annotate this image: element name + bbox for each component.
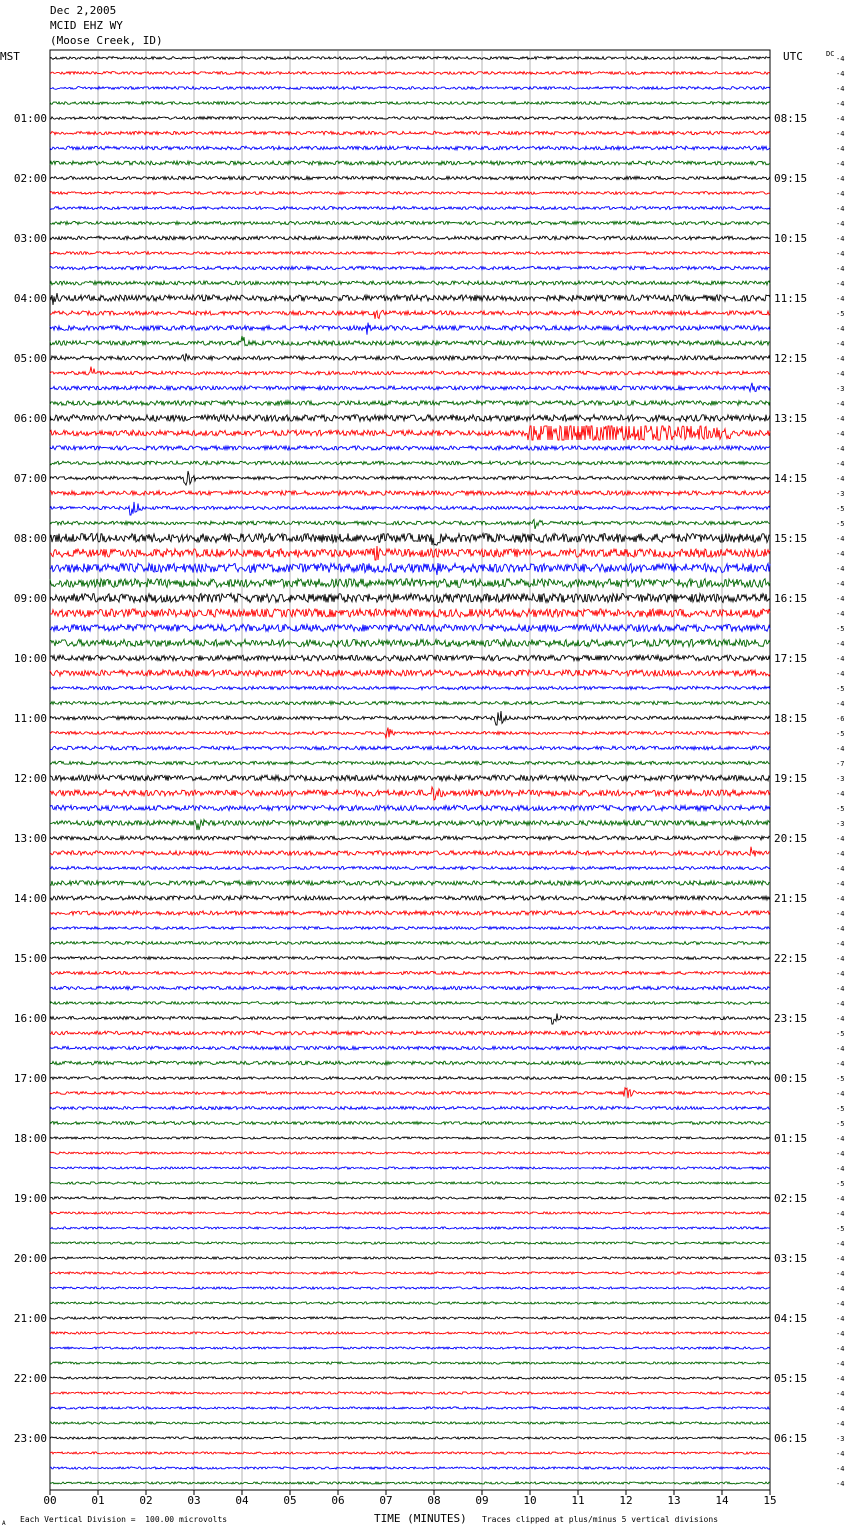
seismic-trace <box>50 471 770 485</box>
x-tick-label: 10 <box>523 1494 537 1507</box>
seismic-trace <box>50 1407 770 1409</box>
seismic-trace <box>50 820 770 830</box>
left-hour-label: 17:00 <box>13 1072 47 1085</box>
dc-offset-label: -4 <box>836 1045 845 1053</box>
left-hour-label: 01:00 <box>13 112 47 125</box>
dc-offset-label: -4 <box>836 1345 845 1353</box>
right-timezone-label: UTC <box>783 50 803 63</box>
seismic-trace <box>50 1227 770 1229</box>
dc-offset-label: -4 <box>836 55 845 63</box>
right-hour-label: 23:15 <box>774 1012 808 1025</box>
left-hour-label: 16:00 <box>13 1012 47 1025</box>
seismic-trace <box>50 728 770 739</box>
dc-offset-label: -4 <box>836 610 845 618</box>
seismic-trace <box>50 546 770 560</box>
dc-offset-label: -5 <box>836 685 845 693</box>
dc-offset-label: -4 <box>836 655 845 663</box>
dc-offset-label: -5 <box>836 1075 845 1083</box>
left-hour-label: 14:00 <box>13 892 47 905</box>
division-note: Each Vertical Division = 100.00 microvolts <box>20 1515 228 1524</box>
dc-offset-label: -5 <box>836 1180 845 1188</box>
right-hour-label: 16:15 <box>774 592 808 605</box>
dc-offset-label: -4 <box>836 250 845 258</box>
dc-offset-label: -4 <box>836 1255 845 1263</box>
seismic-trace <box>50 624 770 631</box>
seismic-trace <box>50 502 770 515</box>
seismic-trace <box>50 1152 770 1154</box>
right-hour-label: 08:15 <box>774 112 808 125</box>
dc-offset-label: -4 <box>836 850 845 858</box>
seismic-trace <box>50 1347 770 1349</box>
seismic-trace <box>50 701 770 704</box>
seismic-trace <box>50 1302 770 1304</box>
dc-offset-label: -4 <box>836 400 845 408</box>
seismic-trace <box>50 192 770 195</box>
seismic-trace <box>50 519 770 529</box>
dc-offset-label: -4 <box>836 1450 845 1458</box>
dc-offset-label: -5 <box>836 1225 845 1233</box>
dc-offset-label: -4 <box>836 925 845 933</box>
right-hour-label: 12:15 <box>774 352 808 365</box>
dc-offset-label: -5 <box>836 730 845 738</box>
seismic-trace <box>50 836 770 840</box>
dc-offset-label: -4 <box>836 415 845 423</box>
dc-offset-label: -4 <box>836 1150 845 1158</box>
seismic-trace <box>50 353 770 361</box>
dc-offset-label: -4 <box>836 1015 845 1023</box>
seismic-trace <box>50 87 770 90</box>
seismic-trace <box>50 927 770 930</box>
right-hour-label: 03:15 <box>774 1252 808 1265</box>
left-hour-label: 22:00 <box>13 1372 47 1385</box>
seismic-trace <box>50 579 770 588</box>
dc-offset-label: -4 <box>836 1135 845 1143</box>
dc-offset-label: -3 <box>836 490 845 498</box>
dc-offset-label: -4 <box>836 1060 845 1068</box>
seismic-trace <box>50 1014 770 1025</box>
dc-offset-label: -4 <box>836 865 845 873</box>
right-hour-label: 21:15 <box>774 892 808 905</box>
dc-offset-label: -4 <box>836 745 845 753</box>
seismic-trace <box>50 1362 770 1364</box>
seismic-trace <box>50 266 770 269</box>
seismic-trace <box>50 176 770 179</box>
dc-offset-label: -4 <box>836 475 845 483</box>
seismic-trace <box>50 1212 770 1214</box>
dc-offset-label: -4 <box>836 355 845 363</box>
dc-offset-label: -4 <box>836 955 845 963</box>
right-hour-label: 01:15 <box>774 1132 808 1145</box>
seismic-trace <box>50 775 770 781</box>
seismic-trace <box>50 461 770 465</box>
x-tick-label: 15 <box>763 1494 777 1507</box>
dc-offset-label: -4 <box>836 835 845 843</box>
seismic-trace <box>50 383 770 392</box>
seismic-trace <box>50 686 770 689</box>
dc-offset-label: -4 <box>836 430 845 438</box>
dc-offset-label: -4 <box>836 910 845 918</box>
seismic-trace <box>50 310 770 319</box>
dc-offset-label: -4 <box>836 1330 845 1338</box>
seismic-trace <box>50 534 770 546</box>
dc-offset-label: -4 <box>836 220 845 228</box>
seismic-trace <box>50 401 770 406</box>
seismic-trace <box>50 1437 770 1439</box>
dc-offset-label: -5 <box>836 805 845 813</box>
seismic-trace <box>50 207 770 210</box>
seismic-trace <box>50 609 770 617</box>
seismic-trace <box>50 426 770 440</box>
dc-offset-label: -4 <box>836 580 845 588</box>
seismic-trace <box>50 72 770 75</box>
seismic-trace <box>50 415 770 422</box>
right-hour-label: 04:15 <box>774 1312 808 1325</box>
seismic-trace <box>50 957 770 960</box>
seismic-trace <box>50 1272 770 1274</box>
x-tick-label: 05 <box>283 1494 297 1507</box>
left-hour-label: 23:00 <box>13 1432 47 1445</box>
dc-offset-label: -4 <box>836 1090 845 1098</box>
left-hour-label: 11:00 <box>13 712 47 725</box>
dc-offset-label: -4 <box>836 460 845 468</box>
dc-offset-label: -4 <box>836 1285 845 1293</box>
x-tick-label: 00 <box>43 1494 57 1507</box>
right-hour-label: 22:15 <box>774 952 808 965</box>
dc-offset-label: -4 <box>836 85 845 93</box>
seismic-trace <box>50 1422 770 1424</box>
seismic-trace <box>50 1167 770 1169</box>
left-hour-label: 02:00 <box>13 172 47 185</box>
right-hour-label: 10:15 <box>774 232 808 245</box>
seismic-trace <box>50 1242 770 1244</box>
seismic-trace <box>50 1122 770 1125</box>
seismic-trace <box>50 491 770 495</box>
x-tick-label: 04 <box>235 1494 249 1507</box>
seismic-trace <box>50 972 770 975</box>
dc-offset-label: -5 <box>836 1120 845 1128</box>
dc-offset-label: -4 <box>836 190 845 198</box>
seismic-trace <box>50 1392 770 1394</box>
dc-label: DC <box>826 50 835 58</box>
seismic-trace <box>50 236 770 240</box>
dc-offset-label: -3 <box>836 775 845 783</box>
seismic-trace <box>50 446 770 450</box>
seismic-trace <box>50 293 770 305</box>
dc-offset-label: -4 <box>836 1390 845 1398</box>
seismic-trace <box>50 670 770 676</box>
dc-offset-label: -4 <box>836 535 845 543</box>
seismic-trace <box>50 336 770 346</box>
dc-offset-label: -4 <box>836 1300 845 1308</box>
seismic-trace <box>50 1077 770 1080</box>
dc-offset-label: -7 <box>836 760 845 768</box>
seismic-trace <box>50 117 770 120</box>
left-hour-label: 12:00 <box>13 772 47 785</box>
dc-offset-label: -5 <box>836 1030 845 1038</box>
seismic-trace <box>50 594 770 603</box>
dc-offset-label: -4 <box>836 370 845 378</box>
dc-offset-label: -4 <box>836 1375 845 1383</box>
seismic-trace <box>50 787 770 800</box>
seismic-trace <box>50 896 770 900</box>
x-tick-label: 06 <box>331 1494 345 1507</box>
left-hour-label: 08:00 <box>13 532 47 545</box>
dc-offset-label: -4 <box>836 985 845 993</box>
dc-offset-label: -4 <box>836 70 845 78</box>
right-hour-label: 19:15 <box>774 772 808 785</box>
left-hour-label: 03:00 <box>13 232 47 245</box>
left-hour-label: 15:00 <box>13 952 47 965</box>
clip-note: Traces clipped at plus/minus 5 vertical divisions <box>482 1515 719 1524</box>
dc-offset-label: -4 <box>836 205 845 213</box>
dc-offset-label: -4 <box>836 670 845 678</box>
left-hour-label: 21:00 <box>13 1312 47 1325</box>
dc-offset-label: -4 <box>836 1480 845 1488</box>
seismic-trace <box>50 639 770 646</box>
dc-offset-label: -4 <box>836 280 845 288</box>
left-hour-label: 09:00 <box>13 592 47 605</box>
header-station: MCID EHZ WY <box>50 19 123 32</box>
dc-offset-label: -4 <box>836 100 845 108</box>
right-hour-label: 14:15 <box>774 472 808 485</box>
seismic-trace <box>50 367 770 375</box>
seismic-trace <box>50 847 770 857</box>
dc-offset-label: -4 <box>836 160 845 168</box>
seismic-trace <box>50 281 770 285</box>
dc-offset-label: -4 <box>836 1270 845 1278</box>
dc-offset-label: -4 <box>836 145 845 153</box>
seismic-trace <box>50 746 770 750</box>
dc-offset-label: -5 <box>836 1105 845 1113</box>
x-tick-label: 14 <box>715 1494 729 1507</box>
right-hour-label: 02:15 <box>774 1192 808 1205</box>
seismic-trace <box>50 1257 770 1259</box>
dc-offset-label: -4 <box>836 970 845 978</box>
seismic-trace <box>50 1317 770 1319</box>
seismic-trace <box>50 1467 770 1469</box>
dc-offset-label: -4 <box>836 880 845 888</box>
dc-offset-label: -4 <box>836 1420 845 1428</box>
seismic-trace <box>50 102 770 105</box>
dc-offset-label: -4 <box>836 1195 845 1203</box>
left-hour-label: 04:00 <box>13 292 47 305</box>
dc-offset-label: -4 <box>836 325 845 333</box>
dc-offset-label: -4 <box>836 1000 845 1008</box>
x-tick-label: 01 <box>91 1494 105 1507</box>
seismic-trace <box>50 986 770 989</box>
x-tick-label: 11 <box>571 1494 585 1507</box>
dc-offset-label: -4 <box>836 1360 845 1368</box>
x-tick-label: 12 <box>619 1494 633 1507</box>
x-tick-label: 09 <box>475 1494 489 1507</box>
seismic-trace <box>50 1332 770 1334</box>
seismic-trace <box>50 1088 770 1098</box>
seismic-trace <box>50 1452 770 1454</box>
seismic-trace <box>50 911 770 915</box>
right-hour-label: 11:15 <box>774 292 808 305</box>
right-hour-label: 20:15 <box>774 832 808 845</box>
dc-offset-label: -4 <box>836 445 845 453</box>
seismic-trace <box>50 221 770 224</box>
seismic-trace <box>50 323 770 335</box>
dc-offset-label: -4 <box>836 640 845 648</box>
seismic-trace <box>50 1197 770 1199</box>
dc-offset-label: -4 <box>836 1240 845 1248</box>
right-hour-label: 06:15 <box>774 1432 808 1445</box>
corner-mark: A <box>2 1520 6 1527</box>
seismic-trace <box>50 252 770 255</box>
seismic-trace <box>50 146 770 150</box>
x-axis-title: TIME (MINUTES) <box>374 1512 467 1525</box>
seismic-trace <box>50 1061 770 1065</box>
dc-offset-label: -5 <box>836 520 845 528</box>
right-hour-label: 15:15 <box>774 532 808 545</box>
seismic-trace <box>50 1482 770 1484</box>
dc-offset-label: -4 <box>836 1165 845 1173</box>
dc-offset-label: -4 <box>836 340 845 348</box>
header-date: Dec 2,2005 <box>50 4 117 17</box>
dc-offset-label: -4 <box>836 1465 845 1473</box>
left-hour-label: 20:00 <box>13 1252 47 1265</box>
seismic-trace <box>50 1002 770 1005</box>
x-tick-label: 03 <box>187 1494 201 1507</box>
dc-offset-label: -4 <box>836 175 845 183</box>
dc-offset-label: -4 <box>836 895 845 903</box>
seismic-trace <box>50 655 770 661</box>
dc-offset-label: -5 <box>836 310 845 318</box>
seismic-trace <box>50 1107 770 1110</box>
dc-offset-label: -4 <box>836 235 845 243</box>
right-hour-label: 05:15 <box>774 1372 808 1385</box>
x-tick-label: 13 <box>667 1494 681 1507</box>
dc-offset-label: -4 <box>836 790 845 798</box>
seismic-trace <box>50 1137 770 1139</box>
dc-offset-label: -4 <box>836 595 845 603</box>
seismic-trace <box>50 1377 770 1379</box>
dc-offset-label: -3 <box>836 385 845 393</box>
seismic-trace <box>50 57 770 60</box>
right-hour-label: 13:15 <box>774 412 808 425</box>
right-hour-label: 00:15 <box>774 1072 808 1085</box>
dc-offset-label: -4 <box>836 115 845 123</box>
left-hour-label: 19:00 <box>13 1192 47 1205</box>
left-hour-label: 07:00 <box>13 472 47 485</box>
dc-offset-label: -4 <box>836 550 845 558</box>
dc-offset-label: -4 <box>836 265 845 273</box>
seismic-trace <box>50 1031 770 1035</box>
seismic-trace <box>50 942 770 945</box>
left-hour-label: 05:00 <box>13 352 47 365</box>
dc-offset-label: -4 <box>836 1210 845 1218</box>
seismic-trace <box>50 131 770 134</box>
left-hour-label: 18:00 <box>13 1132 47 1145</box>
dc-offset-label: -5 <box>836 505 845 513</box>
seismic-trace <box>50 563 770 575</box>
seismic-trace <box>50 805 770 810</box>
right-hour-label: 17:15 <box>774 652 808 665</box>
dc-offset-label: -4 <box>836 565 845 573</box>
x-tick-label: 07 <box>379 1494 393 1507</box>
x-tick-label: 08 <box>427 1494 441 1507</box>
left-hour-label: 06:00 <box>13 412 47 425</box>
dc-offset-label: -4 <box>836 1405 845 1413</box>
seismic-trace <box>50 1046 770 1049</box>
seismic-trace <box>50 761 770 764</box>
right-hour-label: 18:15 <box>774 712 808 725</box>
left-hour-label: 13:00 <box>13 832 47 845</box>
dc-offset-label: -4 <box>836 130 845 138</box>
left-timezone-label: MST <box>0 50 20 63</box>
dc-offset-label: -6 <box>836 715 845 723</box>
seismic-trace <box>50 161 770 165</box>
seismic-trace <box>50 1182 770 1184</box>
dc-offset-label: -4 <box>836 700 845 708</box>
header-location: (Moose Creek, ID) <box>50 34 163 47</box>
dc-offset-label: -4 <box>836 1315 845 1323</box>
seismic-trace <box>50 711 770 725</box>
dc-offset-label: -3 <box>836 820 845 828</box>
seismic-trace <box>50 1287 770 1289</box>
dc-offset-label: -5 <box>836 625 845 633</box>
x-tick-label: 02 <box>139 1494 153 1507</box>
seismic-trace <box>50 881 770 885</box>
dc-offset-label: -3 <box>836 1435 845 1443</box>
left-hour-label: 10:00 <box>13 652 47 665</box>
seismic-trace <box>50 867 770 870</box>
dc-offset-label: -4 <box>836 940 845 948</box>
right-hour-label: 09:15 <box>774 172 808 185</box>
dc-offset-label: -4 <box>836 295 845 303</box>
